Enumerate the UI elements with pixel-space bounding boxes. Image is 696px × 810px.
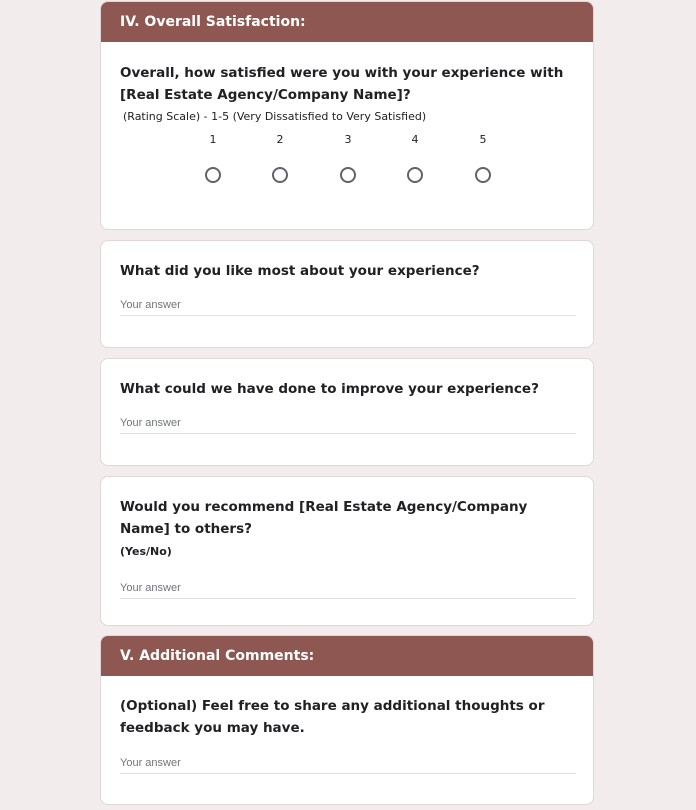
rating-radio-2[interactable]	[272, 167, 288, 183]
rating-radio-3[interactable]	[340, 167, 356, 183]
question-liked-most-card	[100, 240, 594, 348]
section-header-overall-satisfaction: IV. Overall Satisfaction:	[101, 2, 593, 42]
rating-option-1	[198, 132, 228, 183]
question-overall-satisfaction-title: Overall, how satisfied were you with your experience with [Real Estate Agency/Company Name]?	[120, 65, 564, 103]
liked-most-answer-input[interactable]	[120, 299, 576, 316]
section-additional-comments-card	[100, 635, 594, 805]
question-improve-card	[100, 358, 594, 466]
section-overall-satisfaction-card	[100, 1, 594, 230]
section-header-additional-comments: V. Additional Comments:	[101, 636, 593, 676]
rating-label-5: 5	[479, 133, 487, 146]
question-improve-title: What could we have done to improve your experience?	[120, 381, 539, 397]
rating-label-2: 2	[276, 133, 284, 146]
rating-option-2	[265, 132, 295, 183]
rating-scale	[120, 132, 574, 212]
question-liked-most-title: What did you like most about your experience?	[120, 263, 480, 279]
question-overall-satisfaction-subtitle: (Rating Scale) - 1-5 (Very Dissatisfied to Very Satisfied)	[123, 110, 427, 123]
rating-label-4: 4	[411, 133, 419, 146]
rating-label-1: 1	[209, 133, 217, 146]
question-additional-comments-title: (Optional) Feel free to share any additional thoughts or feedback you may have.	[120, 698, 545, 736]
recommend-answer-input[interactable]	[120, 582, 576, 599]
rating-label-3: 3	[344, 133, 352, 146]
rating-option-3	[333, 132, 363, 183]
rating-radio-4[interactable]	[407, 167, 423, 183]
question-recommend-title: Would you recommend [Real Estate Agency/Company Name] to others?	[120, 499, 528, 537]
improve-answer-input[interactable]	[120, 417, 576, 434]
rating-radio-1[interactable]	[205, 167, 221, 183]
question-recommend-subtitle: (Yes/No)	[120, 545, 172, 558]
additional-comments-answer-input[interactable]	[120, 757, 576, 774]
rating-option-5	[468, 132, 498, 183]
rating-radio-5[interactable]	[475, 167, 491, 183]
rating-option-4	[400, 132, 430, 183]
question-recommend-card	[100, 476, 594, 626]
